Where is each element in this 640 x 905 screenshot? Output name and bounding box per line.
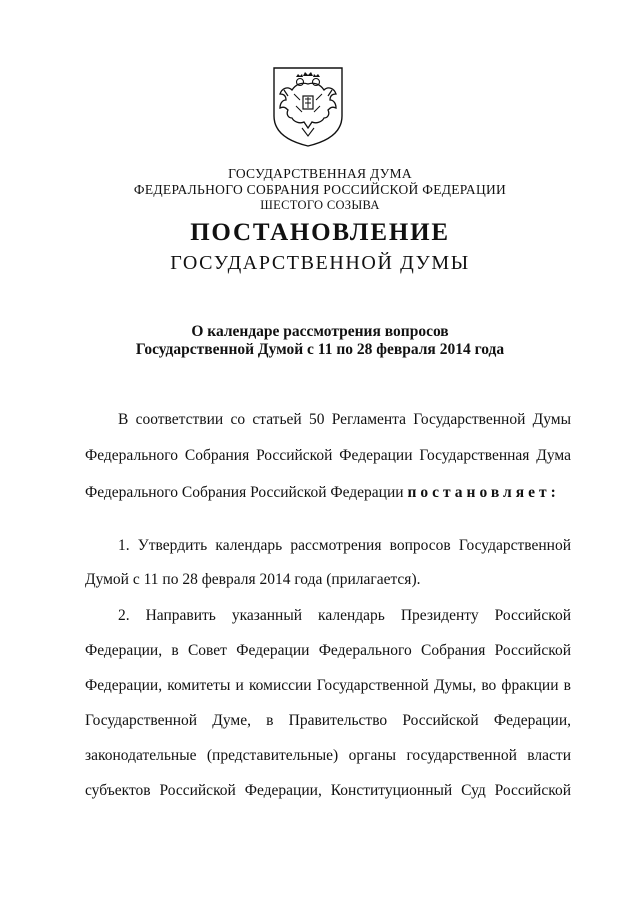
body-line: Думой с 11 по 28 февраля 2014 года (прилагается). — [85, 571, 421, 588]
body-line — [85, 483, 571, 503]
subject-line-1: О календаре рассмотрения вопросов — [191, 323, 449, 340]
subject-line-2: Государственной Думой с 11 по 28 февраля 2014 года — [135, 341, 505, 358]
convocation-line: ШЕСТОГО СОЗЫВА — [260, 198, 380, 212]
decree-word: постановляет: — [407, 484, 560, 501]
russian-coat-of-arms-icon — [272, 66, 344, 148]
body-line: 2. Направить указанный календарь Президенту Российской — [118, 607, 571, 624]
body-line: субъектов Российской Федерации, Конституционный Суд Российской — [85, 782, 571, 799]
body-line: 1. Утвердить календарь рассмотрения вопросов Государственной — [118, 537, 571, 554]
body-line: Федерации, в Совет Федерации Федерального Собрания Российской — [85, 642, 571, 659]
body-line: Федерального Собрания Российской Федерации Государственная Дума — [85, 447, 571, 464]
body-line: законодательные (представительные) органы государственной власти — [85, 747, 571, 764]
body-line: В соответствии со статьей 50 Регламента Государственной Думы — [118, 411, 571, 428]
body-line: Государственной Думе, в Правительство Российской Федерации, — [85, 712, 571, 729]
document-subtitle: ГОСУДАРСТВЕННОЙ ДУМЫ — [170, 252, 470, 274]
issuer-line-2: ФЕДЕРАЛЬНОГО СОБРАНИЯ РОССИЙСКОЙ ФЕДЕРАЦИИ — [133, 182, 507, 197]
issuer-line-1: ГОСУДАРСТВЕННАЯ ДУМА — [228, 166, 412, 181]
body-line: Федерации, комитеты и комиссии Государственной Думы, во фракции в — [85, 677, 571, 694]
body-text: Федерального Собрания Российской Федерации — [85, 484, 404, 501]
document-title: ПОСТАНОВЛЕНИЕ — [190, 219, 450, 246]
